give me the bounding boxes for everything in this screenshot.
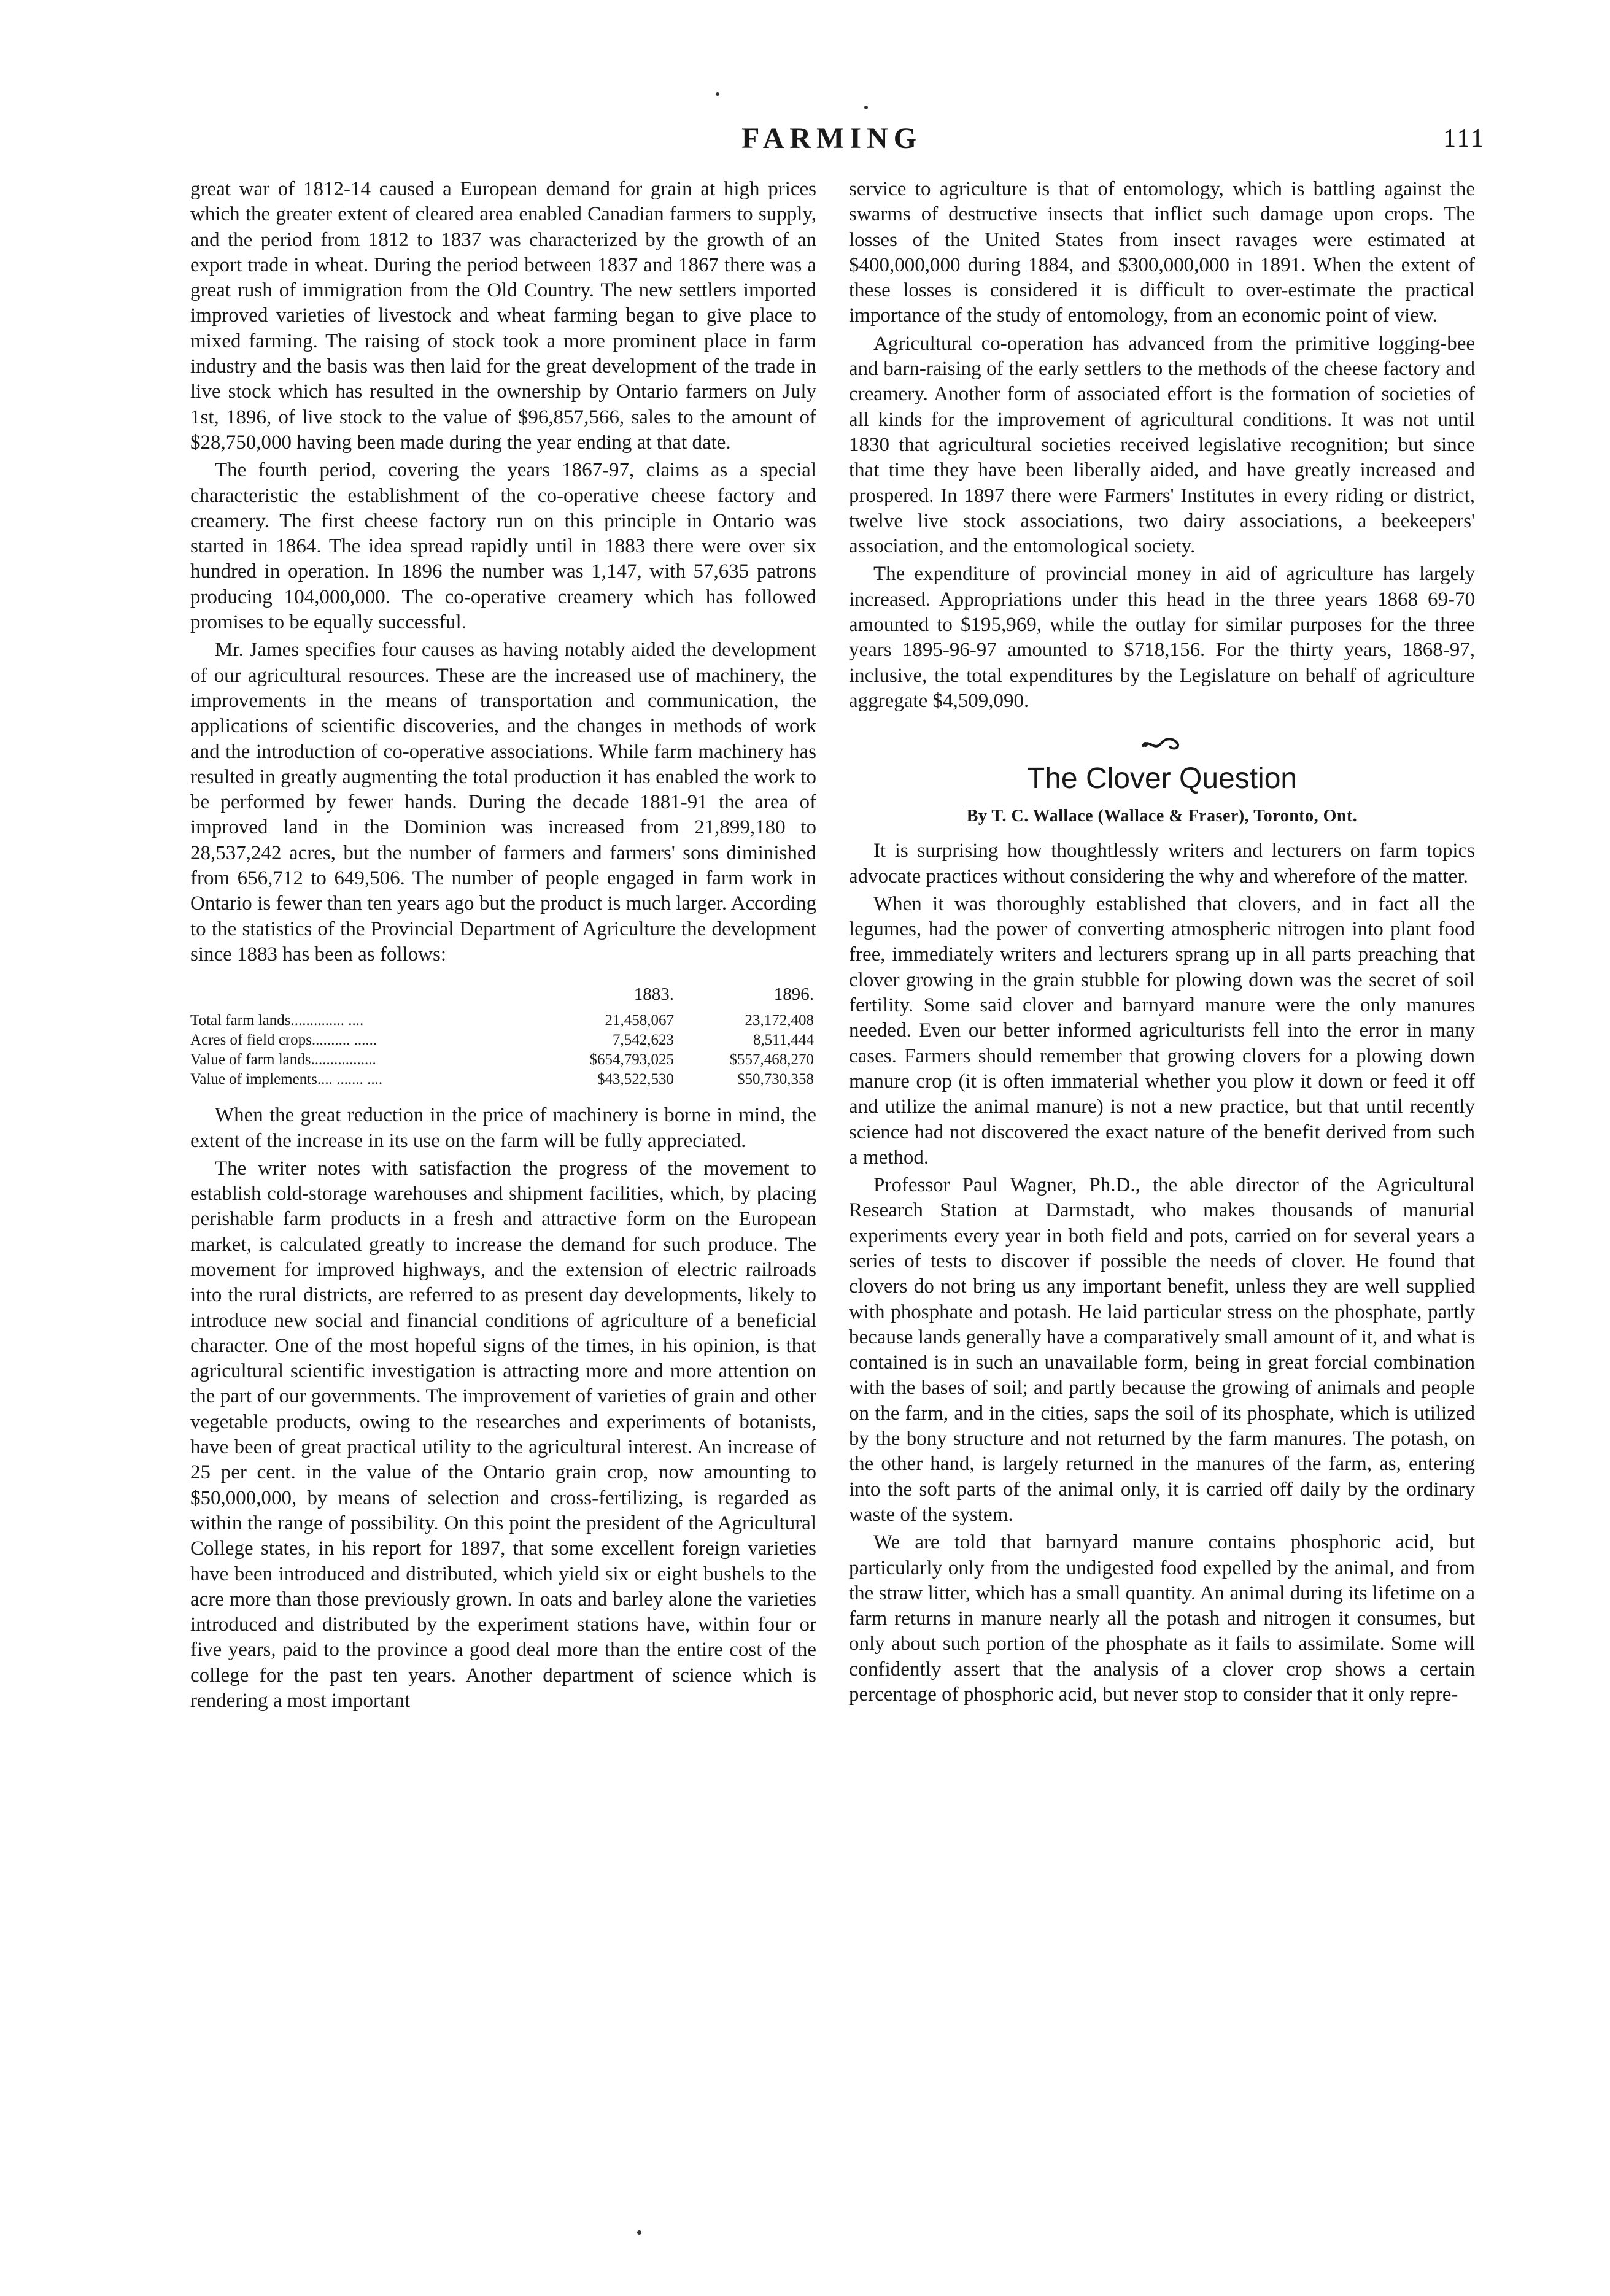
- article-title: The Clover Question: [1026, 762, 1298, 795]
- right-column: [849, 177, 1475, 1710]
- cell-value: $557,468,270: [729, 1051, 814, 1069]
- cell-value: $50,730,358: [737, 1071, 814, 1088]
- cell-value: 23,172,408: [745, 1012, 814, 1029]
- paragraph: The writer notes with satisfaction the progress of the movement to establish cold-storage warehouses and shipment facilities, which, by placing perishable farm products in a fresh and attractive form on the European market, is calculated greatly to increase the demand for such produce. The movement for improved highways, and the extension of electric railroads into the rural districts, are referred to as present day developments, likely to introduce new social and financial conditions of agriculture of a beneficial character. One of the most hopeful signs of the times, in his opinion, is that agricultural scientific investigation is attracting more and more attention on the part of our governments. The improvement of varieties of grain and other vegetable products, owing to the researches and experiments of botanists, have been of great practical utility to the agricultural interest. An increase of 25 per cent. in the value of the Ontario grain crop, now amounting to $50,000,000, by means of selection and cross-fertilizing, is regarded as within the range of possibility. On this point the president of the Agricultural College states, in his report for 1897, that some excellent foreign varieties have been introduced and distributed, which yield six or eight bushels to the acre more than those previously grown. In oats and barley alone the varieties introduced and distributed by the experiment stations have, within four or five years, paid to the province a good deal more than the entire cost of the college for the past ten years. Another department of science which is rendering a most important: [190, 1157, 816, 1712]
- row-label: Acres of field crops.......... ......: [190, 1032, 377, 1049]
- paragraph: Agricultural co-operation has advanced from the primitive logging-bee and barn-raising of the early settlers to the methods of the cheese factory and creamery. Another form of associated effort is the formation of societies of all kinds for the improvement of agricultural conditions. It was not until 1830 that agricultural societies received legislative recognition; but since that time they have been liberally aided, and have greatly increased and prospered. In 1897 there were Farmers' Institutes in every riding or district, twelve live stock associations, two dairy associations, a beekeepers' association, and the entomological society.: [849, 332, 1475, 558]
- cell-value: 8,511,444: [753, 1032, 814, 1049]
- paragraph: service to agriculture is that of entomology, which is battling against the swarms of destructive insects that inflict such damage upon crops. The losses of the United States from insect ravages were estimated at $400,000,000 during 1884, and $300,000,000 in 1891. When the extent of these losses is considered it is difficult to over-estimate the practical importance of the study of entomology, from an economic point of view.: [849, 178, 1475, 327]
- scan-speck: [864, 106, 868, 109]
- paragraph: Professor Paul Wagner, Ph.D., the able director of the Agricultural Research Station at Darmstadt, who makes thousands of manurial experiments every year in both field and pots, carried on for several years a series of tests to discover if possible the needs of clover. He found that clovers do not bring us any important benefit, unless they are well supplied with phosphate and potash. He laid particular stress on the phosphate, partly because lands generally have a comparatively small amount of it, and what is contained is in such an unavailable form, being in great forcial combination with the bases of soil; and partly because the growing of animals and people on the farm, and in the cities, saps the soil of its phosphate, which is utilized by the bony structure and not returned by the farm manures. The potash, on the other hand, is largely returned in the manures of the farm, as, entering into the soft parts of the animal only, it is carried off daily by the ordinary waste of the system.: [849, 1174, 1475, 1526]
- cell-value: $43,522,530: [597, 1071, 674, 1088]
- paragraph: When the great reduction in the price of machinery is borne in mind, the extent of the increase in its use on the farm will be fully appreciated.: [190, 1104, 816, 1152]
- paragraph: When it was thoroughly established that clovers, and in fact all the legumes, had the power of converting atmospheric nitrogen into plant food free, immediately writers and lecturers sprang up in all parts preaching that clover growing in the grain stubble for plowing down was the secret of soil fertility. Some said clover and barnyard manure were the only manures needed. Even our better informed agriculturists fell into the error in many cases. Farmers should remember that growing clovers for a plowing down manure crop (it is often immaterial whether you plow it down or feed it off and utilize the animal manure) is not a new practice, but that until recently science had not discovered the exact nature of the benefit derived from such a method.: [849, 892, 1475, 1169]
- article-byline: By T. C. Wallace (Wallace & Fraser), Toronto, Ont.: [966, 806, 1358, 826]
- page-title: FARMING: [741, 122, 923, 155]
- table-header-year: 1896.: [773, 984, 814, 1005]
- cell-value: $654,793,025: [589, 1051, 674, 1069]
- paragraph: The expenditure of provincial money in aid of agriculture has largely increased. Appropriations under this head in the three years 1868 69-70 amounted to $195,969, while the outlay for similar purposes for the three years 1895-96-97 amounted to $718,156. For the thirty years, 1868-97, inclusive, the total expenditures by the Legislature on behalf of agriculture aggregate $4,509,090.: [849, 563, 1475, 712]
- paragraph: The fourth period, covering the years 1867-97, claims as a special characteristic the establishment of the co-operative cheese factory and creamery. The first cheese factory run on this principle in Ontario was started in 1864. The idea spread rapidly until in 1883 there were over six hundred in operation. In 1896 the number was 1,147, with 57,635 patrons producing 104,000,000. The co-operative creamery which has followed promises to be equally successful.: [190, 459, 816, 634]
- table-header-blank: [190, 984, 536, 1011]
- paragraph: It is surprising how thoughtlessly writers and lecturers on farm topics advocate practices without considering the why and wherefore of the matter.: [849, 840, 1475, 887]
- row-label: Value of farm lands.................: [190, 1051, 376, 1069]
- scan-speck: [637, 2230, 641, 2235]
- row-label: Total farm lands.............. ....: [190, 1012, 364, 1029]
- cell-value: 21,458,067: [605, 1012, 674, 1029]
- cell-value: 7,542,623: [613, 1032, 674, 1049]
- table-header-row: [190, 984, 816, 1011]
- table-header-year: 1883.: [633, 984, 674, 1005]
- left-column: [190, 177, 816, 1716]
- table-row: [190, 1050, 816, 1070]
- table-row: [190, 1011, 816, 1030]
- paragraph: Mr. James specifies four causes as having notably aided the development of our agricultural resources. These are the increased use of machinery, the improvements in the means of transportation and communication, the applications of scientific discoveries, and the changes in methods of work and the introduction of co-operative associations. While farm machinery has resulted in greatly augmenting the total production it has enabled the work to be performed by fewer hands. During the decade 1881-91 the area of improved land in the Dominion was increased from 21,899,180 to 28,537,242 acres, but the number of farmers and farmers' sons diminished from 656,712 to 649,506. The number of people engaged in farm work in Ontario is fewer than ten years ago but the product is much larger. According to the statistics of the Provincial Department of Agriculture the development since 1883 has been as follows:: [190, 639, 816, 965]
- scan-speck: [716, 92, 719, 96]
- paragraph: We are told that barnyard manure contains phosphoric acid, but particularly only from the undigested food expelled by the animal, and from the straw litter, which has a small quantity. An animal during its lifetime on a farm returns in manure nearly all the potash and nitrogen it consumes, but only about such portion of the phosphate as it fails to assimilate. Some will confidently assert that the analysis of a clover crop shows a certain percentage of phosphoric acid, but never stop to consider that it only repre-: [849, 1531, 1475, 1706]
- section-ornament-icon: [849, 733, 1475, 758]
- page-header: [178, 122, 1485, 164]
- statistics-table: [190, 984, 816, 1089]
- page-number: 111: [1443, 125, 1485, 153]
- table-row: [190, 1070, 816, 1089]
- table-row: [190, 1030, 816, 1050]
- paragraph: great war of 1812-14 caused a European demand for grain at high prices which the greater extent of cleared area enabled Canadian farmers to supply, and the period from 1812 to 1837 was characterized by the growth of an export trade in wheat. During the period between 1837 and 1867 there was a great rush of immigration from the Old Country. The new settlers imported improved varieties of livestock and wheat farming began to give place to mixed farming. The raising of stock took a more prominent place in farm industry and the basis was then laid for the great development of the trade in live stock which has resulted in the ownership by Ontario farmers on July 1st, 1896, of live stock to the value of $96,857,566, sales to the amount of $28,750,000 having been made during the year ending at that date.: [190, 178, 816, 454]
- row-label: Value of implements.... ....... ....: [190, 1071, 383, 1088]
